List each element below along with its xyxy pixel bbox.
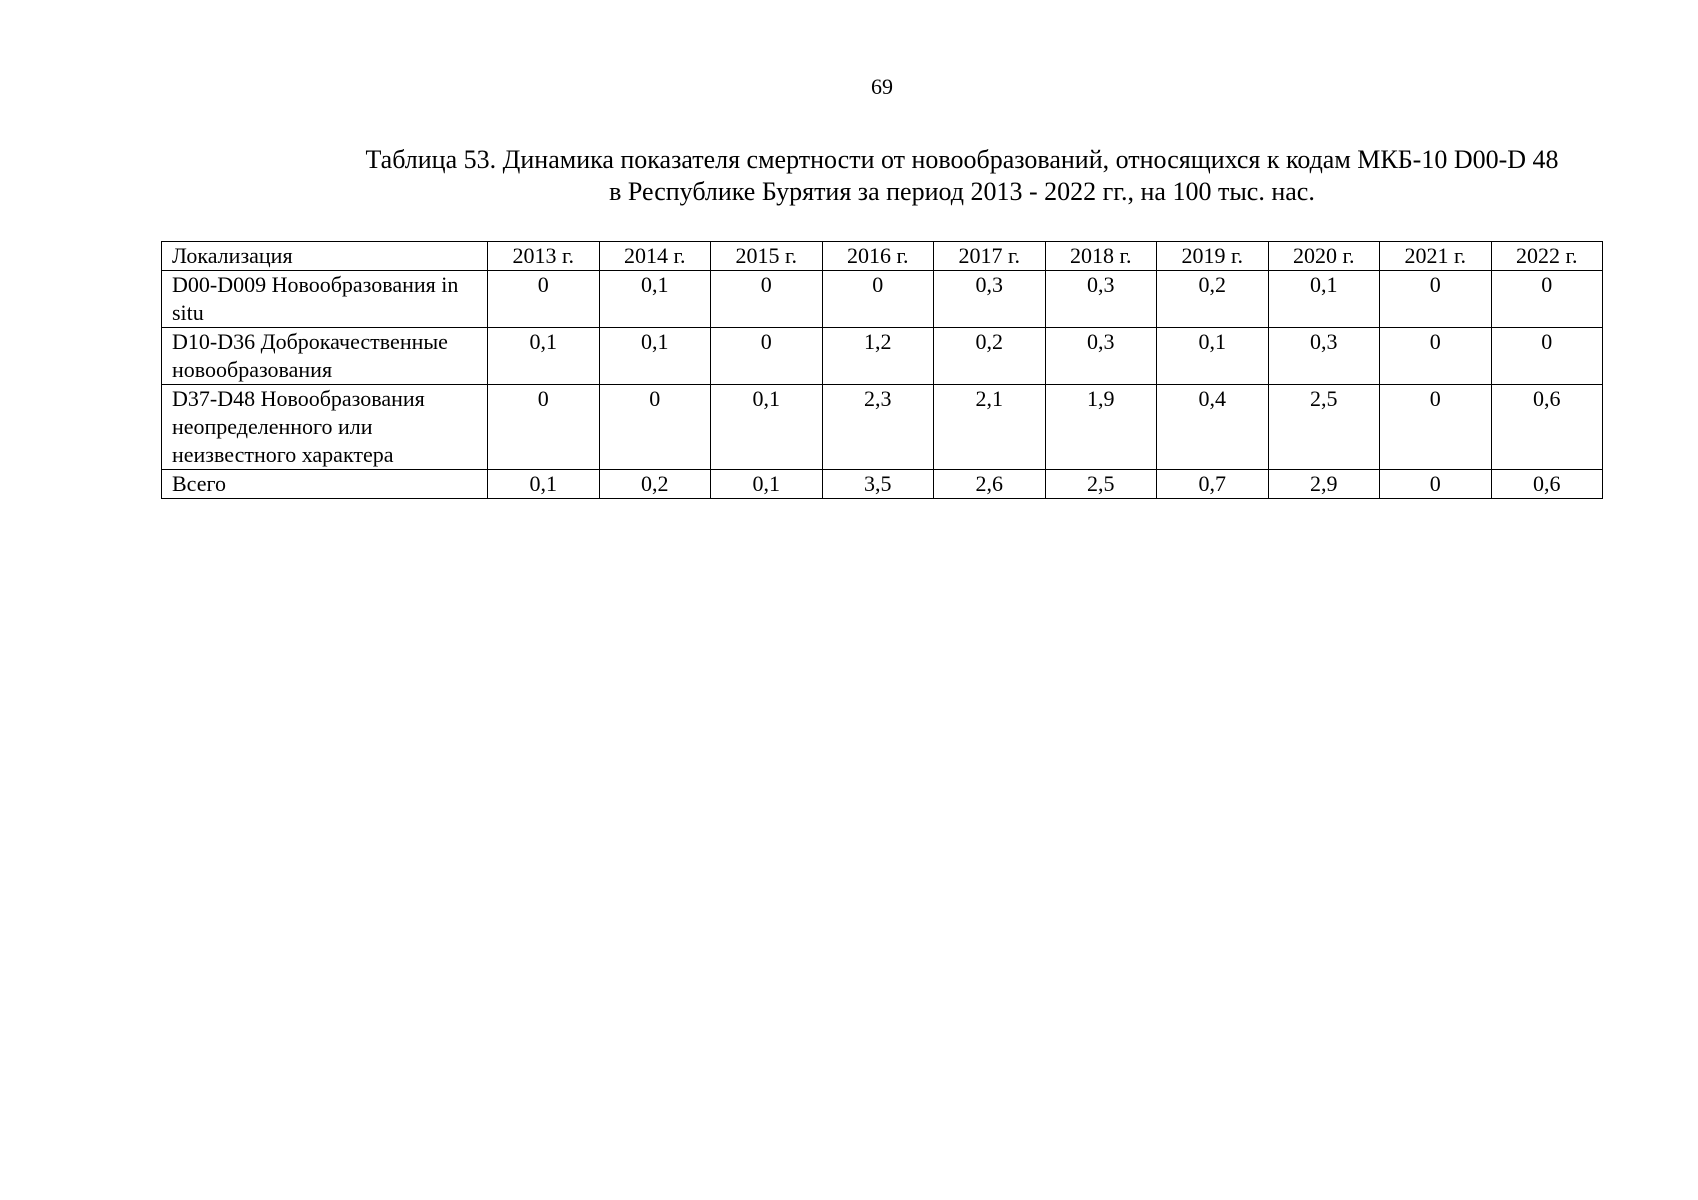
- table-cell: 0: [1380, 385, 1492, 470]
- table-cell: 0,1: [488, 328, 600, 385]
- table-cell: 0,7: [1157, 470, 1269, 499]
- header-year: 2013 г.: [488, 242, 600, 271]
- table-cell: 2,3: [822, 385, 934, 470]
- table-cell: 0: [599, 385, 711, 470]
- table-cell: 0: [711, 271, 823, 328]
- header-year: 2022 г.: [1491, 242, 1603, 271]
- table-cell: 0,2: [934, 328, 1046, 385]
- table-cell: 0,2: [599, 470, 711, 499]
- table-cell: 0: [488, 271, 600, 328]
- table-cell: 0,2: [1157, 271, 1269, 328]
- table-cell: 0: [1380, 470, 1492, 499]
- table-cell: 2,1: [934, 385, 1046, 470]
- table-cell: 0,1: [711, 470, 823, 499]
- table-cell: 0: [488, 385, 600, 470]
- header-year: 2015 г.: [711, 242, 823, 271]
- table-caption-line-2: в Республике Бурятия за период 2013 - 2022 гг., на 100 тыс. нас.: [609, 177, 1315, 206]
- header-year: 2017 г.: [934, 242, 1046, 271]
- table-cell: 0,3: [1045, 271, 1157, 328]
- table-cell: 2,9: [1268, 470, 1380, 499]
- table-cell: 0: [711, 328, 823, 385]
- table-cell: 0: [1380, 328, 1492, 385]
- table-cell: 0,1: [711, 385, 823, 470]
- row-label: D10-D36 Доброкачественные новообразования: [162, 328, 488, 385]
- row-label: Всего: [162, 470, 488, 499]
- table-cell: 0,1: [488, 470, 600, 499]
- header-year: 2018 г.: [1045, 242, 1157, 271]
- table-cell: 0,4: [1157, 385, 1269, 470]
- table-cell: 0,6: [1491, 470, 1603, 499]
- table-cell: 0,3: [934, 271, 1046, 328]
- table-caption: [160, 144, 1698, 208]
- table-cell: 0,3: [1268, 328, 1380, 385]
- table-cell: 0,3: [1045, 328, 1157, 385]
- table-cell: 0: [1491, 328, 1603, 385]
- row-label: D00-D009 Новообразования in situ: [162, 271, 488, 328]
- table-cell: 0: [822, 271, 934, 328]
- table-cell: 2,5: [1045, 470, 1157, 499]
- table-row: [162, 271, 1603, 328]
- header-year: 2021 г.: [1380, 242, 1492, 271]
- table-cell: 0,6: [1491, 385, 1603, 470]
- table-cell: 1,9: [1045, 385, 1157, 470]
- table-row-total: [162, 470, 1603, 499]
- header-localization: Локализация: [162, 242, 488, 271]
- table-cell: 2,5: [1268, 385, 1380, 470]
- table-row: [162, 385, 1603, 470]
- table-cell: 0,1: [1268, 271, 1380, 328]
- mortality-table: [161, 241, 1603, 499]
- table-cell: 0: [1491, 271, 1603, 328]
- table-cell: 1,2: [822, 328, 934, 385]
- row-label: D37-D48 Новообразования неопределенного или неизвестного характера: [162, 385, 488, 470]
- table-cell: 0,1: [599, 328, 711, 385]
- table-cell: 3,5: [822, 470, 934, 499]
- page-number: 69: [871, 74, 893, 99]
- table-caption-line-1: Таблица 53. Динамика показателя смертности от новообразований, относящихся к кодам МКБ-10 D00-D 48: [365, 145, 1559, 174]
- table-row: [162, 328, 1603, 385]
- header-year: 2020 г.: [1268, 242, 1380, 271]
- table-cell: 0: [1380, 271, 1492, 328]
- header-year: 2019 г.: [1157, 242, 1269, 271]
- table-header-row: [162, 242, 1603, 271]
- header-year: 2016 г.: [822, 242, 934, 271]
- table-cell: 0,1: [599, 271, 711, 328]
- table-cell: 2,6: [934, 470, 1046, 499]
- table-cell: 0,1: [1157, 328, 1269, 385]
- header-year: 2014 г.: [599, 242, 711, 271]
